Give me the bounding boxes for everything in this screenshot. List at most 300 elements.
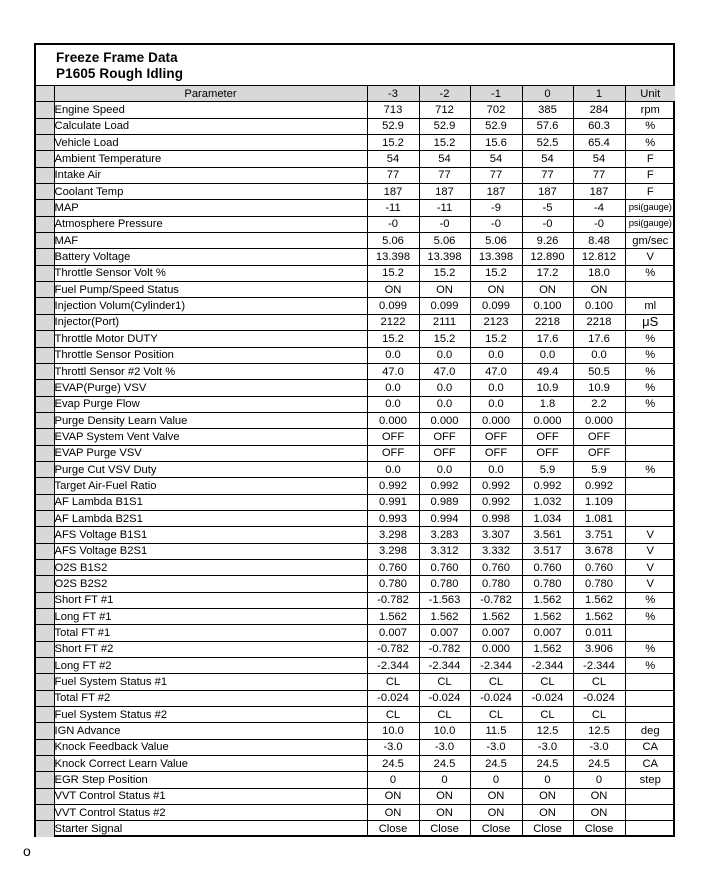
frame-value: 54 <box>367 151 419 167</box>
frame-value: 0.0 <box>367 347 419 363</box>
frame-value: 24.5 <box>522 756 573 772</box>
frame-value: 0.099 <box>419 298 470 314</box>
parameter-name: Throttle Sensor Position <box>54 347 367 363</box>
unit-cell: % <box>625 592 675 608</box>
frame-value: 17.6 <box>522 331 573 347</box>
column-header-frame-minus1: -1 <box>470 86 522 102</box>
unit-cell: % <box>625 265 675 281</box>
unit-cell <box>625 690 675 706</box>
frame-value: 2111 <box>419 314 470 330</box>
unit-cell <box>625 625 675 641</box>
parameter-name: Fuel System Status #1 <box>54 674 367 690</box>
frame-value: 3.561 <box>522 527 573 543</box>
table-row <box>36 788 675 804</box>
frame-value: 0.992 <box>470 478 522 494</box>
frame-value: -2.344 <box>419 658 470 674</box>
frame-value: -0.782 <box>367 592 419 608</box>
parameter-name: Purge Density Learn Value <box>54 412 367 428</box>
row-spacer <box>36 641 54 657</box>
parameter-name: Long FT #2 <box>54 658 367 674</box>
table-row <box>36 363 675 379</box>
row-spacer <box>36 592 54 608</box>
frame-value: -0.024 <box>419 690 470 706</box>
frame-value: 54 <box>573 151 625 167</box>
frame-value: 3.906 <box>573 641 625 657</box>
row-spacer <box>36 494 54 510</box>
frame-value: 5.06 <box>419 233 470 249</box>
frame-value: ON <box>367 805 419 821</box>
table-row <box>36 756 675 772</box>
parameter-name: Throttle Motor DUTY <box>54 331 367 347</box>
frame-value: CL <box>573 707 625 723</box>
frame-value: 15.6 <box>470 135 522 151</box>
table-row <box>36 559 675 575</box>
footer-mark: o <box>23 843 31 859</box>
parameter-name: Knock Correct Learn Value <box>54 756 367 772</box>
frame-value: 52.9 <box>367 118 419 134</box>
table-row <box>36 151 675 167</box>
frame-value: 0.099 <box>470 298 522 314</box>
frame-value: 1.034 <box>522 510 573 526</box>
table-row <box>36 821 675 837</box>
frame-value: 15.2 <box>470 331 522 347</box>
table-row <box>36 102 675 118</box>
frame-value: 702 <box>470 102 522 118</box>
frame-value: 0.0 <box>367 380 419 396</box>
parameter-name: AFS Voltage B2S1 <box>54 543 367 559</box>
table-row <box>36 233 675 249</box>
parameter-name: Vehicle Load <box>54 135 367 151</box>
frame-value: 0.0 <box>470 396 522 412</box>
frame-value: CL <box>522 707 573 723</box>
unit-cell <box>625 478 675 494</box>
frame-value: 13.398 <box>419 249 470 265</box>
frame-value: 47.0 <box>470 363 522 379</box>
frame-value: 1.562 <box>522 641 573 657</box>
unit-cell: % <box>625 331 675 347</box>
table-row <box>36 282 675 298</box>
unit-cell: % <box>625 347 675 363</box>
frame-value: ON <box>573 788 625 804</box>
table-row <box>36 445 675 461</box>
frame-value: -3.0 <box>419 739 470 755</box>
frame-value: 0.780 <box>419 576 470 592</box>
table-row <box>36 184 675 200</box>
frame-value: ON <box>522 788 573 804</box>
unit-cell <box>625 282 675 298</box>
table-row <box>36 412 675 428</box>
frame-value: 5.06 <box>470 233 522 249</box>
frame-value: 0.100 <box>573 298 625 314</box>
unit-cell: CA <box>625 756 675 772</box>
table-row <box>36 478 675 494</box>
frame-value: 10.0 <box>419 723 470 739</box>
frame-value: 0.000 <box>522 412 573 428</box>
document-title: Freeze Frame Data <box>56 50 178 65</box>
table-row <box>36 739 675 755</box>
unit-cell: % <box>625 135 675 151</box>
frame-value: 77 <box>522 167 573 183</box>
table-row <box>36 543 675 559</box>
row-spacer <box>36 739 54 755</box>
frame-value: ON <box>367 788 419 804</box>
unit-cell <box>625 445 675 461</box>
row-spacer <box>36 658 54 674</box>
frame-value: Close <box>522 821 573 837</box>
frame-value: 385 <box>522 102 573 118</box>
parameter-name: Engine Speed <box>54 102 367 118</box>
frame-value: -11 <box>367 200 419 216</box>
unit-cell: % <box>625 641 675 657</box>
frame-value: -0.024 <box>367 690 419 706</box>
row-spacer <box>36 282 54 298</box>
row-spacer <box>36 216 54 232</box>
parameter-name: Long FT #1 <box>54 609 367 625</box>
frame-value: 187 <box>522 184 573 200</box>
frame-value: -0.024 <box>522 690 573 706</box>
frame-value: 12.812 <box>573 249 625 265</box>
frame-value: 0.007 <box>367 625 419 641</box>
parameter-name: Battery Voltage <box>54 249 367 265</box>
frame-value: 0.0 <box>470 347 522 363</box>
table-row <box>36 314 675 330</box>
parameter-name: AFS Voltage B1S1 <box>54 527 367 543</box>
parameter-name: MAF <box>54 233 367 249</box>
frame-value: 713 <box>367 102 419 118</box>
row-spacer <box>36 298 54 314</box>
unit-cell <box>625 494 675 510</box>
frame-value: -3.0 <box>367 739 419 755</box>
column-header-frame-minus3: -3 <box>367 86 419 102</box>
parameter-name: Total FT #1 <box>54 625 367 641</box>
column-header-parameter: Parameter <box>54 86 367 102</box>
frame-value: 5.06 <box>367 233 419 249</box>
frame-value: 1.081 <box>573 510 625 526</box>
frame-value: 0.099 <box>367 298 419 314</box>
table-row <box>36 347 675 363</box>
unit-cell: F <box>625 151 675 167</box>
parameter-name: Fuel System Status #2 <box>54 707 367 723</box>
title-block <box>56 50 183 82</box>
frame-value: 0.760 <box>419 559 470 575</box>
frame-value: OFF <box>573 445 625 461</box>
row-spacer <box>36 576 54 592</box>
row-spacer <box>36 200 54 216</box>
table-row <box>36 707 675 723</box>
parameter-name: Evap Purge Flow <box>54 396 367 412</box>
unit-cell: μS <box>625 314 675 330</box>
frame-value: 24.5 <box>419 756 470 772</box>
frame-value: 15.2 <box>419 265 470 281</box>
frame-value: 24.5 <box>573 756 625 772</box>
frame-value: CL <box>367 674 419 690</box>
frame-value: 0.992 <box>367 478 419 494</box>
row-spacer <box>36 690 54 706</box>
frame-value: 9.26 <box>522 233 573 249</box>
unit-cell: rpm <box>625 102 675 118</box>
frame-value: 0.011 <box>573 625 625 641</box>
frame-value: 2.2 <box>573 396 625 412</box>
frame-value: 77 <box>419 167 470 183</box>
unit-cell: % <box>625 658 675 674</box>
frame-value: -1.563 <box>419 592 470 608</box>
frame-value: 0.0 <box>419 380 470 396</box>
row-spacer <box>36 510 54 526</box>
parameter-name: Intake Air <box>54 167 367 183</box>
frame-value: 15.2 <box>470 265 522 281</box>
row-spacer <box>36 265 54 281</box>
frame-value: -0.024 <box>573 690 625 706</box>
frame-value: -0.782 <box>419 641 470 657</box>
table-row <box>36 576 675 592</box>
frame-value: 0.007 <box>419 625 470 641</box>
unit-cell <box>625 707 675 723</box>
frame-value: 0.760 <box>367 559 419 575</box>
frame-value: 8.48 <box>573 233 625 249</box>
row-spacer <box>36 527 54 543</box>
unit-cell: % <box>625 363 675 379</box>
frame-value: 13.398 <box>367 249 419 265</box>
frame-value: 52.9 <box>470 118 522 134</box>
frame-value: 60.3 <box>573 118 625 134</box>
frame-value: -4 <box>573 200 625 216</box>
column-header-frame-minus2: -2 <box>419 86 470 102</box>
header-spacer <box>36 86 54 102</box>
frame-value: 0.000 <box>573 412 625 428</box>
frame-value: -0 <box>419 216 470 232</box>
parameter-name: Purge Cut VSV Duty <box>54 461 367 477</box>
parameter-name: Fuel Pump/Speed Status <box>54 282 367 298</box>
parameter-name: VVT Control Status #1 <box>54 788 367 804</box>
frame-value: ON <box>419 282 470 298</box>
unit-cell: % <box>625 118 675 134</box>
frame-value: 1.562 <box>470 609 522 625</box>
frame-value: 3.517 <box>522 543 573 559</box>
parameter-name: Total FT #2 <box>54 690 367 706</box>
frame-value: 47.0 <box>367 363 419 379</box>
row-spacer <box>36 363 54 379</box>
row-spacer <box>36 347 54 363</box>
parameter-name: Starter Signal <box>54 821 367 837</box>
unit-cell <box>625 674 675 690</box>
column-header-frame-0: 0 <box>522 86 573 102</box>
row-spacer <box>36 445 54 461</box>
row-spacer <box>36 772 54 788</box>
parameter-name: Short FT #2 <box>54 641 367 657</box>
parameter-name: O2S B2S2 <box>54 576 367 592</box>
frame-value: 1.109 <box>573 494 625 510</box>
row-spacer <box>36 756 54 772</box>
parameter-name: Ambient Temperature <box>54 151 367 167</box>
unit-cell: V <box>625 559 675 575</box>
unit-cell: % <box>625 396 675 412</box>
table-row <box>36 249 675 265</box>
frame-value: 0.100 <box>522 298 573 314</box>
row-spacer <box>36 249 54 265</box>
frame-value: OFF <box>573 429 625 445</box>
frame-value: 15.2 <box>419 331 470 347</box>
frame-value: 0 <box>367 772 419 788</box>
frame-value: -3.0 <box>573 739 625 755</box>
table-body <box>36 102 675 837</box>
frame-value: 0.0 <box>470 461 522 477</box>
table-row <box>36 658 675 674</box>
table-row <box>36 135 675 151</box>
frame-value: ON <box>522 805 573 821</box>
row-spacer <box>36 723 54 739</box>
frame-value: -3.0 <box>470 739 522 755</box>
unit-cell <box>625 788 675 804</box>
frame-value: 24.5 <box>470 756 522 772</box>
table-row <box>36 380 675 396</box>
frame-value: 50.5 <box>573 363 625 379</box>
parameter-name: Injector(Port) <box>54 314 367 330</box>
unit-cell: step <box>625 772 675 788</box>
frame-value: 0 <box>419 772 470 788</box>
frame-value: 0.992 <box>470 494 522 510</box>
frame-value: 0.994 <box>419 510 470 526</box>
frame-value: 0.992 <box>522 478 573 494</box>
unit-cell: deg <box>625 723 675 739</box>
table-row <box>36 200 675 216</box>
frame-value: 47.0 <box>419 363 470 379</box>
frame-value: 77 <box>573 167 625 183</box>
frame-value: 17.6 <box>573 331 625 347</box>
table-row <box>36 331 675 347</box>
frame-value: 3.307 <box>470 527 522 543</box>
frame-value: 13.398 <box>470 249 522 265</box>
frame-value: 2122 <box>367 314 419 330</box>
row-spacer <box>36 478 54 494</box>
frame-value: OFF <box>522 429 573 445</box>
row-spacer <box>36 412 54 428</box>
frame-value: Close <box>573 821 625 837</box>
table-row <box>36 592 675 608</box>
frame-value: 77 <box>470 167 522 183</box>
row-spacer <box>36 331 54 347</box>
frame-value: ON <box>522 282 573 298</box>
unit-cell: ml <box>625 298 675 314</box>
table-row <box>36 527 675 543</box>
frame-value: 12.5 <box>573 723 625 739</box>
table-row <box>36 429 675 445</box>
frame-value: CL <box>573 674 625 690</box>
frame-value: 0.998 <box>470 510 522 526</box>
frame-value: 57.6 <box>522 118 573 134</box>
parameter-name: EVAP(Purge) VSV <box>54 380 367 396</box>
parameter-name: EVAP Purge VSV <box>54 445 367 461</box>
frame-value: Close <box>419 821 470 837</box>
frame-value: 54 <box>470 151 522 167</box>
frame-value: 0.0 <box>419 396 470 412</box>
parameter-name: AF Lambda B2S1 <box>54 510 367 526</box>
row-spacer <box>36 788 54 804</box>
frame-value: 17.2 <box>522 265 573 281</box>
frame-value: OFF <box>470 445 522 461</box>
row-spacer <box>36 707 54 723</box>
table-row <box>36 510 675 526</box>
frame-value: 65.4 <box>573 135 625 151</box>
frame-value: 0.760 <box>470 559 522 575</box>
frame-value: 0.007 <box>522 625 573 641</box>
frame-value: -2.344 <box>522 658 573 674</box>
frame-value: 0.007 <box>470 625 522 641</box>
unit-cell <box>625 510 675 526</box>
parameter-name: IGN Advance <box>54 723 367 739</box>
frame-value: -5 <box>522 200 573 216</box>
frame-value: 11.5 <box>470 723 522 739</box>
frame-value: 0.760 <box>573 559 625 575</box>
parameter-name: Atmosphere Pressure <box>54 216 367 232</box>
column-header-unit: Unit <box>625 86 675 102</box>
frame-value: 0.000 <box>470 412 522 428</box>
parameter-name: Knock Feedback Value <box>54 739 367 755</box>
frame-value: ON <box>367 282 419 298</box>
frame-value: 0.0 <box>419 347 470 363</box>
table-row <box>36 118 675 134</box>
row-spacer <box>36 805 54 821</box>
unit-cell <box>625 412 675 428</box>
frame-value: 0.992 <box>419 478 470 494</box>
parameter-name: EVAP System Vent Valve <box>54 429 367 445</box>
frame-value: 15.2 <box>419 135 470 151</box>
unit-cell: V <box>625 249 675 265</box>
unit-cell: % <box>625 609 675 625</box>
frame-value: 18.0 <box>573 265 625 281</box>
row-spacer <box>36 314 54 330</box>
frame-value: 77 <box>367 167 419 183</box>
frame-value: OFF <box>470 429 522 445</box>
frame-value: 54 <box>419 151 470 167</box>
frame-value: 1.562 <box>522 609 573 625</box>
frame-value: 284 <box>573 102 625 118</box>
parameter-name: Throttle Sensor Volt % <box>54 265 367 281</box>
unit-cell: CA <box>625 739 675 755</box>
column-header-frame-1: 1 <box>573 86 625 102</box>
parameter-name: MAP <box>54 200 367 216</box>
frame-value: -0 <box>470 216 522 232</box>
frame-value: 3.312 <box>419 543 470 559</box>
frame-value: 0.0 <box>367 461 419 477</box>
parameter-name: Throttl Sensor #2 Volt % <box>54 363 367 379</box>
row-spacer <box>36 233 54 249</box>
frame-value: 0.0 <box>419 461 470 477</box>
frame-value: CL <box>419 707 470 723</box>
parameter-name: Coolant Temp <box>54 184 367 200</box>
frame-value: 10.9 <box>522 380 573 396</box>
frame-value: 49.4 <box>522 363 573 379</box>
frame-value: 1.562 <box>573 609 625 625</box>
frame-value: 54 <box>522 151 573 167</box>
frame-value: 3.332 <box>470 543 522 559</box>
frame-value: 712 <box>419 102 470 118</box>
frame-value: ON <box>573 805 625 821</box>
frame-value: 0.989 <box>419 494 470 510</box>
frame-value: -2.344 <box>470 658 522 674</box>
frame-value: 2218 <box>573 314 625 330</box>
frame-value: 10.9 <box>573 380 625 396</box>
frame-value: 3.283 <box>419 527 470 543</box>
unit-cell: gm/sec <box>625 233 675 249</box>
frame-value: 52.9 <box>419 118 470 134</box>
frame-value: CL <box>470 674 522 690</box>
frame-value: -2.344 <box>573 658 625 674</box>
row-spacer <box>36 674 54 690</box>
frame-value: -0 <box>573 216 625 232</box>
unit-cell: V <box>625 576 675 592</box>
frame-value: OFF <box>522 445 573 461</box>
parameter-name: AF Lambda B1S1 <box>54 494 367 510</box>
